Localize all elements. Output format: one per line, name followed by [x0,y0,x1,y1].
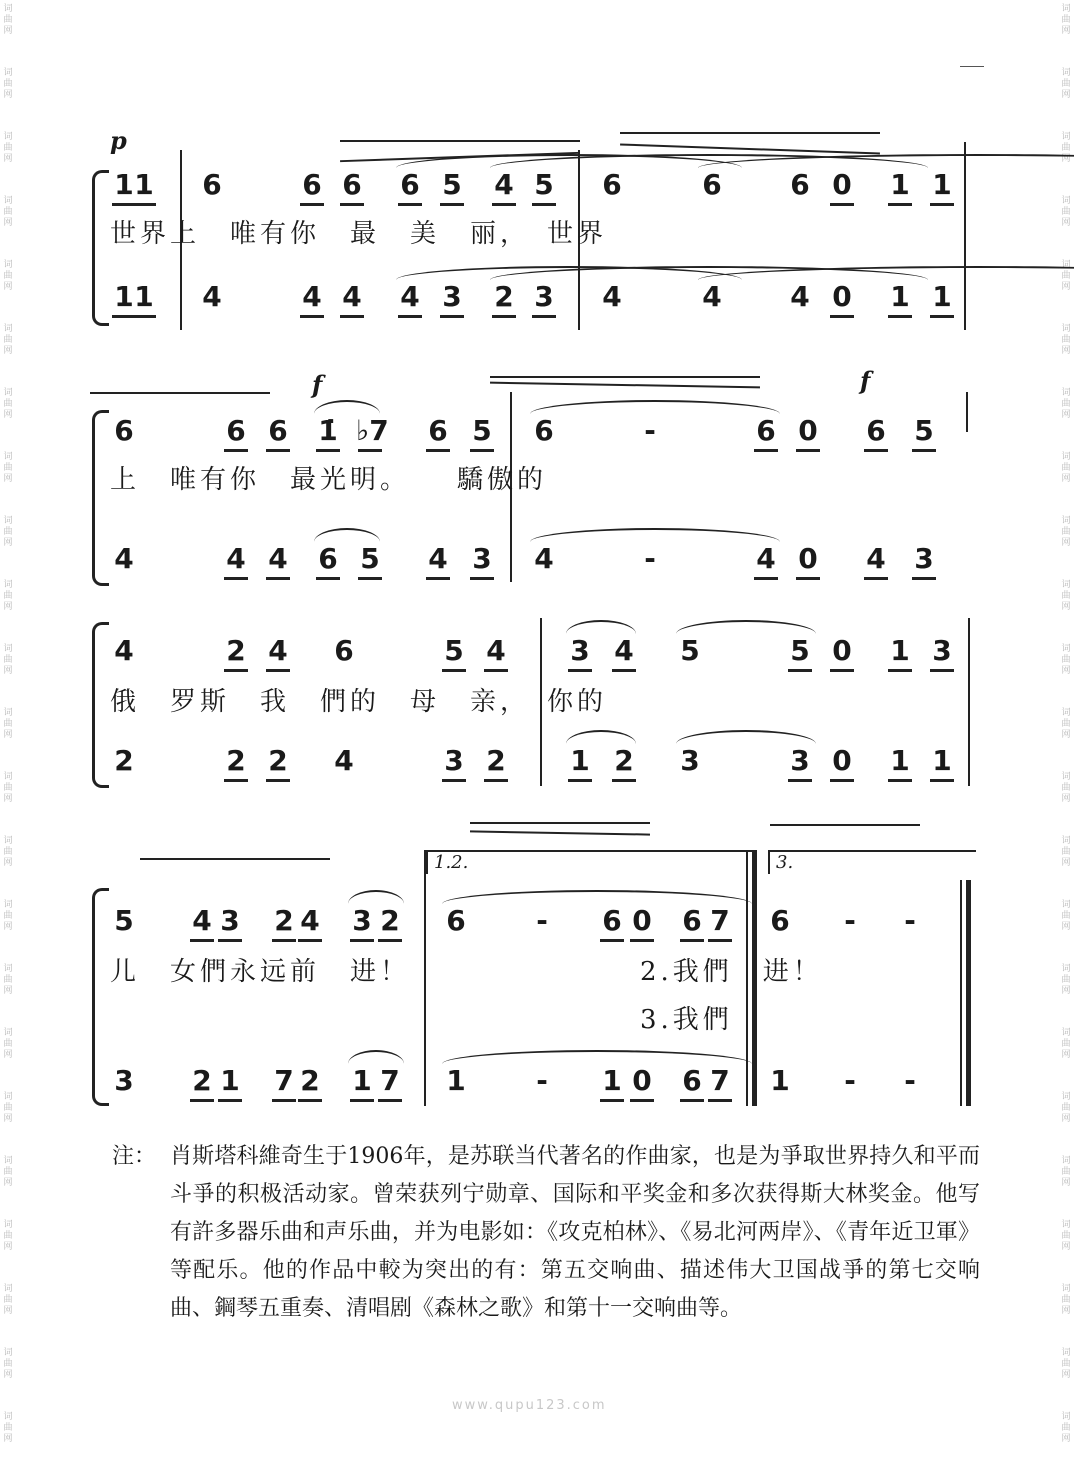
note-numeral: 2 [482,744,510,778]
watermark-text: 词曲网 [1061,1284,1071,1316]
note-numeral: 3 [566,634,594,668]
diminuendo-hairpin [770,824,920,826]
note-numeral: 6 [678,904,706,938]
note-numeral: - [644,542,656,575]
note-numeral: 6 [314,542,342,576]
watermark-text: 词曲网 [3,1412,13,1444]
note-numeral: 4 [334,744,354,777]
watermark-text: 词曲网 [1061,1156,1071,1188]
note-numeral: 6 [702,168,722,201]
dynamic-marking: p [110,126,127,155]
watermark-text: 词曲网 [3,4,13,36]
watermark-text: 词曲网 [3,68,13,100]
note-numeral: 6 [862,414,890,448]
footer-watermark: www.qupu123.com [452,1398,607,1413]
score-system-1 [80,120,980,330]
lyric-line: 俄 罗斯 我 們的 母 亲， 你的 [110,687,608,717]
note-numeral: 4 [222,542,250,576]
upper-voice [80,168,980,208]
upper-voice [80,634,980,674]
note-numeral: 0 [628,1064,656,1098]
note-numeral: 6 [446,904,466,937]
note-numeral: 3 [438,280,466,314]
footnote-label: 注： [112,1144,157,1169]
note-numeral: 3 [530,280,558,314]
slur-mark [566,730,636,744]
note-numeral: 4 [752,542,780,576]
volta-bracket-3: 3. [768,850,976,874]
watermark-text: 词曲网 [3,196,13,228]
watermark-text: 词曲网 [1061,388,1071,420]
volta-bracket-1-2: 1.2. [426,850,754,874]
score-system-2 [80,366,980,590]
note-numeral: 4 [862,542,890,576]
note-numeral: 2 [296,1064,324,1098]
slur-mark [442,890,752,904]
note-numeral: 0 [828,634,856,668]
watermark-text: 词曲网 [1061,68,1071,100]
diminuendo-hairpin [470,822,650,824]
lower-voice [80,280,980,320]
note-numeral: 7 [706,904,734,938]
note-numeral: 6 [396,168,424,202]
watermark-text: 词曲网 [3,1028,13,1060]
note-numeral: - [844,1064,856,1097]
note-numeral: 0 [628,904,656,938]
note-numeral: 5 [680,634,700,667]
note-numeral: 4 [338,280,366,314]
lyric-line-verse-3: 3.我們 [640,1005,733,1035]
watermark-text: 词曲网 [1061,580,1071,612]
note-numeral: 1 [598,1064,626,1098]
watermark-text: 词曲网 [1061,836,1071,868]
note-numeral: 2 [610,744,638,778]
note-numeral: 6 [222,414,250,448]
watermark-text: 词曲网 [3,708,13,740]
note-numeral: 5 [438,168,466,202]
watermark-text: 词曲网 [3,324,13,356]
note-numeral: 1 [928,280,956,314]
note-numeral: 1 [770,1064,790,1097]
note-numeral: 2 [222,634,250,668]
note-numeral: 6 [534,414,554,447]
note-numeral: 6 [338,168,366,202]
watermark-text: 词曲网 [3,1220,13,1252]
note-numeral: 1 [928,744,956,778]
note-numeral: 4 [610,634,638,668]
lyric-line: 儿 女們永远前 进！ [110,957,411,987]
note-numeral: 1 [110,168,138,202]
note-numeral: 1 [216,1064,244,1098]
watermark-text: 词曲网 [1061,196,1071,228]
note-numeral: 3 [216,904,244,938]
slur-mark [348,1050,404,1064]
footnote-text: 肖斯塔科維奇生于1906年，是苏联当代著名的作曲家，也是为爭取世界持久和平而斗爭的积极活动家。曾荣获列宁勋章、国际和平奖金和多次获得斯大林奖金。他写有許多器乐曲和声乐曲，并为电影如：《攻克柏林》、《易北河两岸》、《青年近卫軍》等配乐。他的作品中較为突出的有：第五交响曲、描述伟大卫国战爭的第七交响曲、鋼琴五重奏、清唱剧《森林之歌》和第十一交响曲等。 [170,1144,980,1321]
slur-mark [442,1050,752,1064]
note-numeral: 2 [114,744,134,777]
note-numeral: 3 [440,744,468,778]
score-system-4 [80,820,980,1120]
note-numeral: 5 [440,634,468,668]
watermark-text: 词曲网 [1061,4,1071,36]
slur-mark [530,400,780,414]
watermark-text: 词曲网 [1061,260,1071,292]
note-numeral: 6 [114,414,134,447]
watermark-text: 词曲网 [3,452,13,484]
note-numeral: 1 [566,744,594,778]
lower-voice [80,744,980,784]
note-numeral: 1 [348,1064,376,1098]
note-numeral: 1 [886,168,914,202]
note-numeral: - [536,1064,548,1097]
note-numeral: 2 [188,1064,216,1098]
slur-mark [314,528,380,542]
watermark-text: 词曲网 [3,1348,13,1380]
note-numeral: - [904,1064,916,1097]
note-numeral: 1 [446,1064,466,1097]
lower-voice [80,542,980,582]
diminuendo-hairpin [490,376,760,378]
note-numeral: 6 [598,904,626,938]
watermark-text: 词曲网 [1061,132,1071,164]
note-numeral: 7 [270,1064,298,1098]
diminuendo-hairpin [140,858,330,860]
slur-mark [348,890,404,904]
note-numeral: 2 [222,744,250,778]
note-numeral: 1 [110,280,138,314]
lyric-line: 上 唯有你 最光明。 驕傲的 [110,465,548,495]
note-numeral: 3 [348,904,376,938]
upper-voice [80,414,980,454]
diminuendo-hairpin [620,143,880,154]
watermark-text: 词曲网 [3,1156,13,1188]
slur-mark [676,730,816,744]
watermark-text: 词曲网 [3,1092,13,1124]
right-watermark-strip [1059,0,1073,1444]
left-watermark-strip [1,0,15,1444]
note-numeral: 3 [114,1064,134,1097]
note-numeral: 4 [202,280,222,313]
note-numeral: - [536,904,548,937]
watermark-text: 词曲网 [1061,772,1071,804]
note-numeral: 4 [534,542,554,575]
note-numeral: 2 [376,904,404,938]
watermark-text: 词曲网 [3,900,13,932]
upper-voice [80,904,980,944]
note-numeral: 0 [828,280,856,314]
note-numeral: 4 [264,542,292,576]
note-numeral: 2 [490,280,518,314]
watermark-text: 词曲网 [1061,1220,1071,1252]
watermark-text: 词曲网 [1061,516,1071,548]
watermark-text: 词曲网 [3,580,13,612]
note-numeral: 4 [490,168,518,202]
note-numeral: 1 [886,744,914,778]
note-numeral: 4 [188,904,216,938]
note-numeral: 5 [910,414,938,448]
watermark-text: 词曲网 [3,964,13,996]
watermark-text: 词曲网 [3,132,13,164]
crescendo-hairpin [340,140,580,142]
note-numeral: 4 [424,542,452,576]
note-numeral: 2 [270,904,298,938]
diminuendo-hairpin [90,392,270,394]
watermark-text: 词曲网 [3,516,13,548]
slur-mark [314,400,380,414]
note-numeral: 4 [790,280,810,313]
dynamic-marking: f [860,366,871,395]
note-numeral: 3 [910,542,938,576]
note-numeral: 5 [468,414,496,448]
note-numeral: 5 [530,168,558,202]
note-numeral: 7 [376,1064,404,1098]
note-numeral: 5 [786,634,814,668]
corner-scan-mark [960,66,984,67]
note-numeral: 0 [794,542,822,576]
watermark-text: 词曲网 [3,388,13,420]
watermark-text: 词曲网 [1061,1412,1071,1444]
note-numeral: 5 [356,542,384,576]
watermark-text: 词曲网 [1061,964,1071,996]
note-numeral: 7 [706,1064,734,1098]
slur-mark [566,620,636,634]
note-numeral: 2 [264,744,292,778]
note-numeral: - [644,414,656,447]
note-numeral: 5 [114,904,134,937]
watermark-text: 词曲网 [1061,1028,1071,1060]
watermark-text: 词曲网 [3,644,13,676]
watermark-text: 词曲网 [1061,644,1071,676]
watermark-text: 词曲网 [1061,1092,1071,1124]
note-numeral: 4 [602,280,622,313]
watermark-text: 词曲网 [1061,708,1071,740]
dynamic-marking: f [312,370,323,399]
note-numeral: 4 [298,280,326,314]
diminuendo-hairpin [470,830,650,835]
note-numeral: ♭7 [356,414,389,447]
note-numeral: 6 [770,904,790,937]
note-numeral: 3 [928,634,956,668]
watermark-text: 词曲网 [3,1284,13,1316]
note-numeral: 1̇ [314,414,342,448]
note-numeral: 3 [680,744,700,777]
watermark-text: 词曲网 [1061,452,1071,484]
lyric-line: 世界上 唯有你 最 美 丽， 世界 [110,219,608,249]
note-numeral: 4 [482,634,510,668]
watermark-text: 词曲网 [1061,324,1071,356]
note-numeral: 6 [602,168,622,201]
watermark-text: 词曲网 [3,772,13,804]
note-numeral: - [844,904,856,937]
note-numeral: 3 [468,542,496,576]
lower-voice [80,1064,980,1104]
note-numeral: 6 [334,634,354,667]
note-numeral: 6 [202,168,222,201]
diminuendo-hairpin [490,382,760,389]
note-numeral: 0 [828,744,856,778]
note-numeral: 4 [702,280,722,313]
slur-mark [530,528,780,542]
note-numeral: 3 [786,744,814,778]
score-system-3 [80,612,980,792]
note-numeral: 1 [130,280,158,314]
diminuendo-hairpin [620,132,880,134]
watermark-text: 词曲网 [3,260,13,292]
note-numeral: 1 [886,280,914,314]
note-numeral: 1 [130,168,158,202]
note-numeral: 4 [396,280,424,314]
watermark-text: 词曲网 [1061,1348,1071,1380]
watermark-text: 词曲网 [1061,900,1071,932]
note-numeral: 4 [114,634,134,667]
note-numeral: 6 [790,168,810,201]
note-numeral: 6 [264,414,292,448]
note-numeral: 6 [752,414,780,448]
note-numeral: 6 [424,414,452,448]
watermark-text: 词曲网 [3,836,13,868]
note-numeral: 0 [828,168,856,202]
note-numeral: 1 [886,634,914,668]
note-numeral: 6 [678,1064,706,1098]
lyric-line-verse-2: 2.我們 进！ [640,957,823,987]
note-numeral: 4 [114,542,134,575]
note-numeral: 4 [296,904,324,938]
note-numeral: - [904,904,916,937]
note-numeral: 0 [794,414,822,448]
note-numeral: 6 [298,168,326,202]
note-numeral: 4 [264,634,292,668]
note-numeral: 1 [928,168,956,202]
slur-mark [676,620,816,634]
